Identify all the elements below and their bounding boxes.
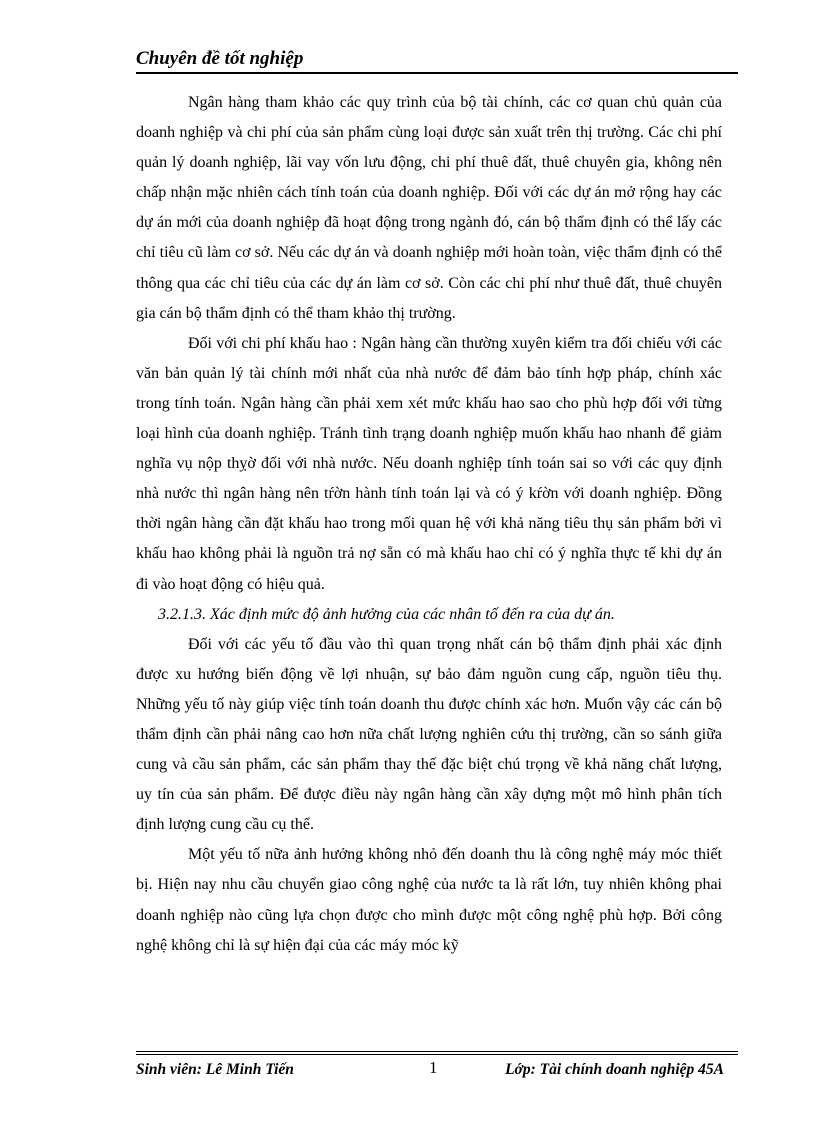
footer-divider-top: [136, 1051, 738, 1052]
page-footer: [136, 1051, 738, 1081]
page-number: 1: [429, 1058, 438, 1077]
class-name: Lớp: Tài chính doanh nghiệp 45A: [505, 1061, 724, 1078]
student-name: Sinh viên: Lê Minh Tiến: [136, 1061, 294, 1078]
page-header: [136, 46, 738, 74]
document-title: Chuyên đề tốt nghiệp: [136, 48, 304, 69]
section-heading: 3.2.1.3. Xác định mức độ ảnh hưởng của các nhân tố đến ra của dự án.: [158, 605, 615, 623]
footer-row: [136, 1055, 738, 1081]
paragraph: Đối với chi phí khấu hao : Ngân hàng cần thường xuyên kiểm tra đối chiếu với các văn bản quản lý tài chính mới nhất của nhà nước để đảm bảo tính hợp pháp, chính xác trong tính toán. Ngân hàng cần phải xem xét mức khấu hao sao cho phù hợp đối với từng loại hình của doanh nghiệp. Tránh tình trạng doanh nghiệp muốn khấu hao nhanh để giảm nghĩa vụ nộp thỵờ đối với nhà nước. Nếu doanh nghiệp tính toán sai so với các quy định nhà nước thì ngân hàng nên tŕờn hành tính toán lại và có ý kŕờn với doanh nghiệp. Đồng thời ngân hàng cần đặt khấu hao trong mối quan hệ với khả năng tiêu thụ sản phẩm bởi vì khấu hao không phải là nguồn trả nợ sẵn có mà khấu hao chỉ có ý nghĩa thực tế khi dự án đi vào hoạt động có hiệu quả.: [136, 334, 722, 593]
paragraph: Ngân hàng tham khảo các quy trình của bộ tài chính, các cơ quan chủ quản của doanh nghiệp và chi phí của sản phẩm cùng loại được sản xuất trên thị trường. Các chi phí quản lý doanh nghiệp, lãi vay vốn lưu động, chi phí thuê đất, thuê chuyên gia, không nên chấp nhận mặc nhiên cách tính toán của doanh nghiệp. Đối với các dự án mở rộng hay các dự án mới của doanh nghiệp đã hoạt động trong ngành đó, cán bộ thẩm định có thể lấy các chỉ tiêu cũ làm cơ sở. Nếu các dự án và doanh nghiệp mới hoàn toàn, việc thẩm định có thể thông qua các chỉ tiêu của các dự án làm cơ sở. Còn các chi phí như thuê đất, thuê chuyên gia cán bộ thẩm định có thể tham khảo thị trường.: [136, 94, 722, 322]
paragraph: Một yếu tố nữa ảnh hưởng không nhỏ đến doanh thu là công nghệ máy móc thiết bị. Hiện nay nhu cầu chuyển giao công nghệ của nước ta là rất lớn, tuy nhiên không phai doanh nghiệp nào cũng lựa chọn được cho mình được một công nghệ phù hợp. Bởi công nghệ không chỉ là sự hiện đại của các máy móc kỹ: [136, 846, 722, 954]
header-divider: [136, 72, 738, 74]
document-body: [136, 88, 722, 961]
paragraph: Đối với các yếu tố đầu vào thì quan trọng nhất cán bộ thẩm định phải xác định được xu hướng biến động về lợi nhuận, sự bảo đảm nguồn cung cấp, nguồn tiêu thụ. Những yếu tố này giúp việc tính toán doanh thu được chính xác hơn. Muốn vậy các cán bộ thẩm định cần phải nâng cao hơn nữa chất lượng nghiên cứu thị trường, cần so sánh giữa cung và cầu sản phẩm, các sản phẩm thay thế đặc biệt chú trọng về khả năng chất lượng, uy tín của sản phẩm. Để được điều này ngân hàng cần xây dựng một mô hình phân tích định lượng cung cầu cụ thể.: [136, 635, 722, 834]
